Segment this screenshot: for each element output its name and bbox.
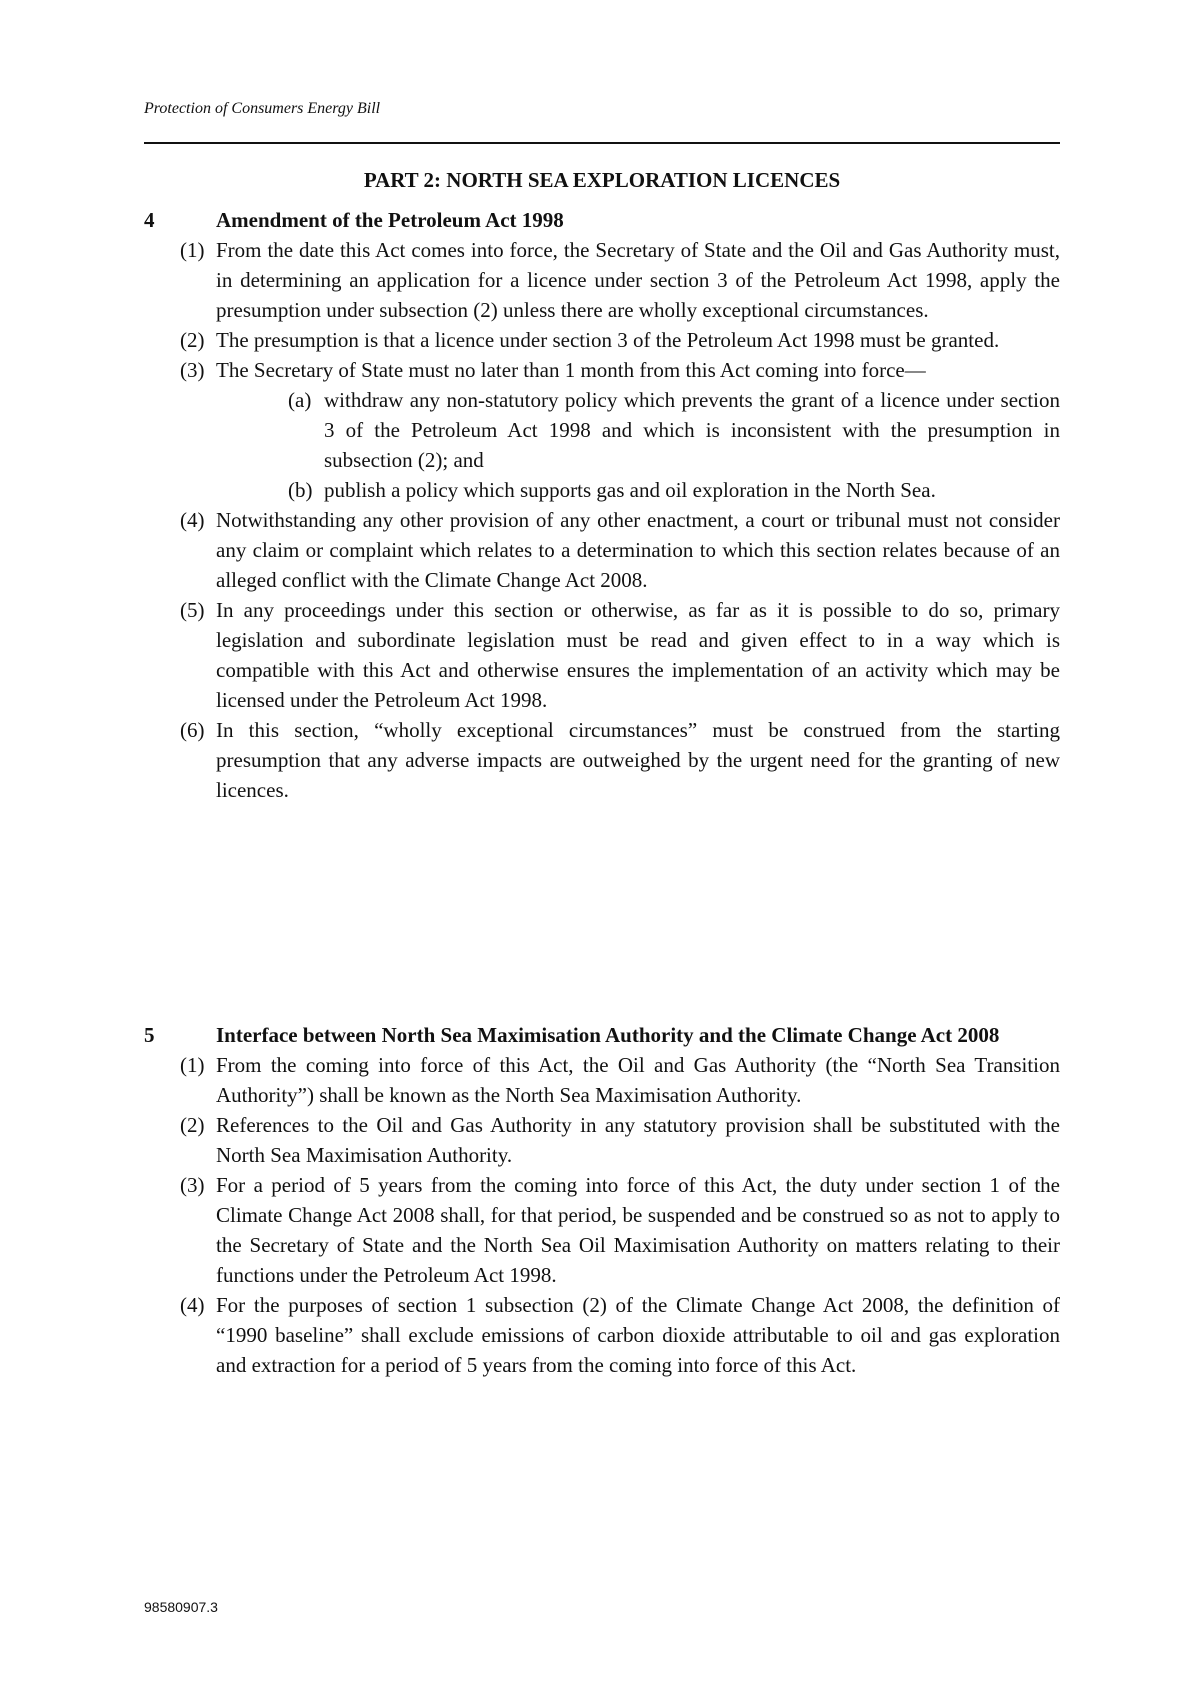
subsection-number: (4)	[180, 1293, 205, 1317]
subsection-number: (1)	[180, 238, 205, 262]
header-divider	[144, 142, 1060, 144]
subsection	[180, 1170, 1060, 1290]
subsection	[180, 595, 1060, 715]
subsection-text: Notwithstanding any other provision of any other enactment, a court or tribunal must not consider any claim or complaint which relates to a determination to which this section relates because of an alleged conflict with the Climate Change Act 2008.	[216, 508, 1060, 592]
section-title: Interface between North Sea Maximisation Authority and the Climate Change Act 2008	[216, 1023, 1000, 1047]
part-title: PART 2: NORTH SEA EXPLORATION LICENCES	[363, 168, 841, 192]
subsection	[180, 325, 1060, 355]
section-heading	[144, 205, 1060, 235]
subsection-text: From the coming into force of this Act, the Oil and Gas Authority (the “North Sea Transition Authority”) shall be known as the North Sea Maximisation Authority.	[216, 1053, 1060, 1107]
subsection	[180, 1110, 1060, 1170]
subsection-number: (2)	[180, 1113, 205, 1137]
subsection	[180, 235, 1060, 325]
subsection-number: (4)	[180, 508, 205, 532]
paragraph-text: withdraw any non-statutory policy which prevents the grant of a licence under section 3 of the Petroleum Act 1998 and which is inconsistent with the presumption in subsection (2); and	[324, 388, 1060, 472]
paragraph-number: (b)	[288, 478, 313, 502]
subsection-text: References to the Oil and Gas Authority in any statutory provision shall be substituted with the North Sea Maximisation Authority.	[216, 1113, 1060, 1167]
section-heading	[144, 1020, 1060, 1050]
subsection-number: (3)	[180, 358, 205, 382]
section-number: 4	[144, 208, 155, 232]
section-title: Amendment of the Petroleum Act 1998	[216, 208, 564, 232]
running-header-title: Protection of Consumers Energy Bill	[144, 100, 381, 117]
subsection-text: For a period of 5 years from the coming into force of this Act, the duty under section 1 of the Climate Change Act 2008 shall, for that period, be suspended and be construed so as not to apply to the Secretary of State and the North Sea Oil Maximisation Authority on matters relating to their functions under the Petroleum Act 1998.	[216, 1173, 1060, 1287]
subsection	[180, 505, 1060, 595]
subsection-number: (2)	[180, 328, 205, 352]
subsection	[180, 1050, 1060, 1110]
subsection-text: In this section, “wholly exceptional circumstances” must be construed from the starting presumption that any adverse impacts are outweighed by the urgent need for the granting of new licences.	[216, 718, 1060, 802]
paragraph	[288, 475, 1060, 505]
subsection-number: (5)	[180, 598, 205, 622]
subsection-text: The Secretary of State must no later than 1 month from this Act coming into force—	[216, 358, 926, 382]
section-4	[144, 205, 1060, 805]
subsection-text: In any proceedings under this section or otherwise, as far as it is possible to do so, primary legislation and subordinate legislation must be read and given effect to in a way which is compatible with this Act and otherwise ensures the implementation of an activity which may be licensed under the Petroleum Act 1998.	[216, 598, 1060, 712]
paragraph-text: publish a policy which supports gas and oil exploration in the North Sea.	[324, 478, 936, 502]
paragraph	[288, 385, 1060, 475]
subsection-number: (3)	[180, 1173, 205, 1197]
subsection-text: For the purposes of section 1 subsection (2) of the Climate Change Act 2008, the definition of “1990 baseline” shall exclude emissions of carbon dioxide attributable to oil and gas exploration and extraction for a period of 5 years from the coming into force of this Act.	[216, 1293, 1060, 1377]
subsection-number: (1)	[180, 1053, 205, 1077]
subsection-text: From the date this Act comes into force, the Secretary of State and the Oil and Gas Authority must, in determining an application for a licence under section 3 of the Petroleum Act 1998, apply the presumption under subsection (2) unless there are wholly exceptional circumstances.	[216, 238, 1060, 322]
section-5	[144, 1020, 1060, 1380]
section-number: 5	[144, 1023, 155, 1047]
subsection-number: (6)	[180, 718, 205, 742]
document-reference-number: 98580907.3	[144, 1599, 218, 1615]
subsection	[180, 715, 1060, 805]
subsection	[180, 355, 1060, 385]
subsection-text: The presumption is that a licence under section 3 of the Petroleum Act 1998 must be granted.	[216, 328, 1000, 352]
paragraph-number: (a)	[288, 388, 312, 412]
subsection	[180, 1290, 1060, 1380]
